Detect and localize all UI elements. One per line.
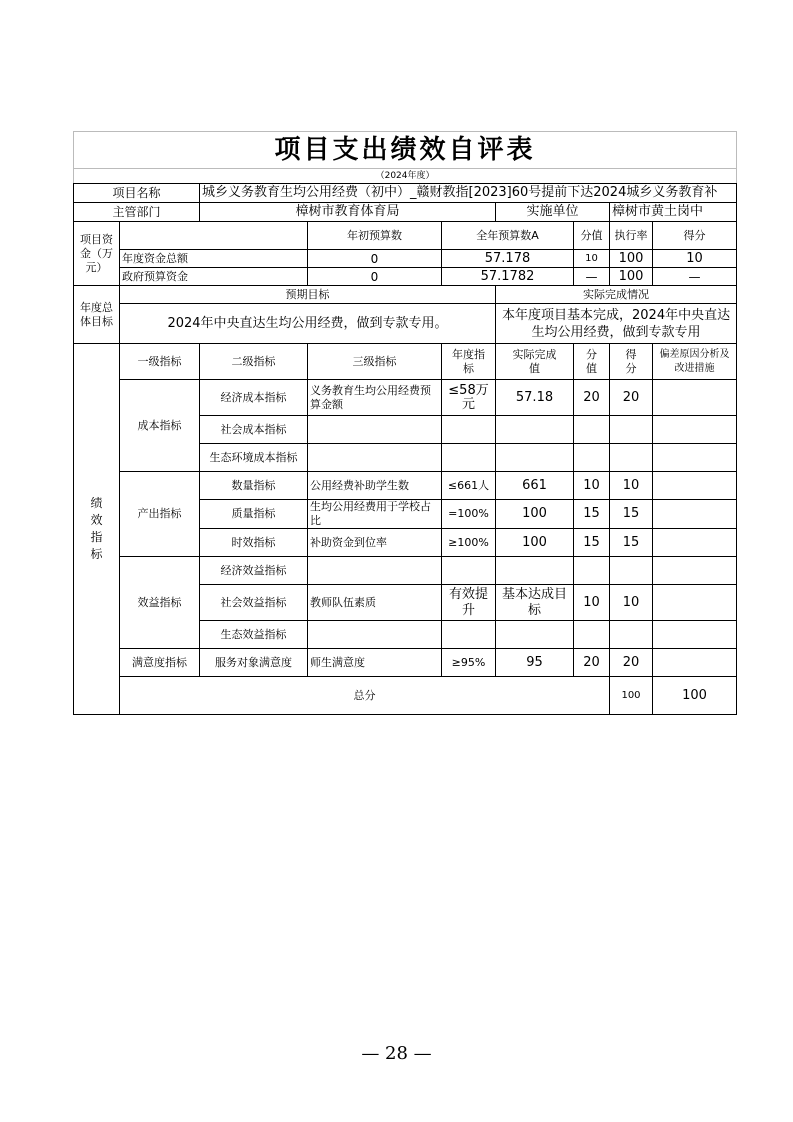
cost-eco-deviation xyxy=(653,444,737,472)
funds-row-gov-score: — xyxy=(653,268,737,286)
cost-economic-deviation xyxy=(653,380,737,416)
goal-expected-header: 预期目标 xyxy=(120,286,496,304)
output-quantity-score-value: 10 xyxy=(574,472,610,500)
cost-eco-label: 生态环境成本指标 xyxy=(200,444,308,472)
satisfaction-actual: 95 xyxy=(496,649,574,677)
output-quantity-actual: 661 xyxy=(496,472,574,500)
funds-row-total-score: 10 xyxy=(653,250,737,268)
benefit-economic-score-value xyxy=(574,557,610,585)
satisfaction-score: 20 xyxy=(610,649,653,677)
benefit-social-score: 10 xyxy=(610,585,653,621)
benefit-eco-level3 xyxy=(308,621,442,649)
funds-header-score: 得分 xyxy=(653,222,737,250)
output-quantity-score: 10 xyxy=(610,472,653,500)
benefit-social-actual: 基本达成目标 xyxy=(496,585,574,621)
funds-header-score-value: 分值 xyxy=(574,222,610,250)
output-quality-label: 质量指标 xyxy=(200,500,308,529)
funds-header-full-year: 全年预算数A xyxy=(442,222,574,250)
goal-actual-header: 实际完成情况 xyxy=(496,286,737,304)
output-timeliness-annual: ≥100% xyxy=(442,529,496,557)
output-quality-annual: =100% xyxy=(442,500,496,529)
total-label: 总分 xyxy=(120,677,610,715)
funds-row-gov-label: 政府预算资金 xyxy=(120,268,308,286)
funds-header-exec-rate: 执行率 xyxy=(610,222,653,250)
funds-row-gov-exec-rate: 100 xyxy=(610,268,653,286)
cost-eco-score xyxy=(610,444,653,472)
header-score-value: 分值 xyxy=(574,344,610,380)
output-timeliness-actual: 100 xyxy=(496,529,574,557)
benefit-economic-annual xyxy=(442,557,496,585)
benefit-social-annual: 有效提升 xyxy=(442,585,496,621)
header-level3: 三级指标 xyxy=(308,344,442,380)
header-level2: 二级指标 xyxy=(200,344,308,380)
project-name-label: 项目名称 xyxy=(74,184,200,203)
goal-label: 年度总体目标 xyxy=(74,286,120,344)
cost-eco-actual xyxy=(496,444,574,472)
benefit-indicator-label: 效益指标 xyxy=(120,557,200,649)
satisfaction-score-value: 20 xyxy=(574,649,610,677)
cost-economic-level3: 义务教育生均公用经费预算金额 xyxy=(308,380,442,416)
cost-social-level3 xyxy=(308,416,442,444)
output-quantity-label: 数量指标 xyxy=(200,472,308,500)
satisfaction-deviation xyxy=(653,649,737,677)
benefit-social-deviation xyxy=(653,585,737,621)
benefit-eco-label: 生态效益指标 xyxy=(200,621,308,649)
cost-economic-annual: ≤58万元 xyxy=(442,380,496,416)
funds-row-total-full-year: 57.178 xyxy=(442,250,574,268)
header-actual: 实际完成值 xyxy=(496,344,574,380)
header-level1: 一级指标 xyxy=(120,344,200,380)
benefit-social-score-value: 10 xyxy=(574,585,610,621)
cost-eco-annual xyxy=(442,444,496,472)
funds-row-gov-score-value: — xyxy=(574,268,610,286)
cost-economic-actual: 57.18 xyxy=(496,380,574,416)
output-indicator-label: 产出指标 xyxy=(120,472,200,557)
cost-social-score xyxy=(610,416,653,444)
satisfaction-level3: 师生满意度 xyxy=(308,649,442,677)
goal-expected-text: 2024年中央直达生均公用经费，做到专款专用。 xyxy=(120,304,496,344)
cost-economic-score-value: 20 xyxy=(574,380,610,416)
total-score: 100 xyxy=(653,677,737,715)
cost-social-actual xyxy=(496,416,574,444)
output-quantity-annual: ≤661人 xyxy=(442,472,496,500)
year-note: （2024年度） xyxy=(74,169,737,184)
benefit-eco-actual xyxy=(496,621,574,649)
benefit-economic-level3 xyxy=(308,557,442,585)
output-quality-actual: 100 xyxy=(496,500,574,529)
cost-economic-score: 20 xyxy=(610,380,653,416)
performance-evaluation-sheet xyxy=(73,131,736,715)
output-timeliness-label: 时效指标 xyxy=(200,529,308,557)
benefit-eco-annual xyxy=(442,621,496,649)
benefit-eco-score xyxy=(610,621,653,649)
output-timeliness-score: 15 xyxy=(610,529,653,557)
output-quality-score-value: 15 xyxy=(574,500,610,529)
output-timeliness-level3: 补助资金到位率 xyxy=(308,529,442,557)
funds-row-total-initial: 0 xyxy=(308,250,442,268)
satisfaction-indicator-label: 满意度指标 xyxy=(120,649,200,677)
funds-blank-header xyxy=(120,222,308,250)
benefit-social-level3: 教师队伍素质 xyxy=(308,585,442,621)
funds-row-total-score-value: 10 xyxy=(574,250,610,268)
cost-social-label: 社会成本指标 xyxy=(200,416,308,444)
satisfaction-level2: 服务对象满意度 xyxy=(200,649,308,677)
header-score: 得分 xyxy=(610,344,653,380)
cost-social-annual xyxy=(442,416,496,444)
impl-unit-label: 实施单位 xyxy=(496,203,610,222)
output-quality-deviation xyxy=(653,500,737,529)
impl-unit-value: 樟树市黄土岗中 xyxy=(610,203,737,222)
output-timeliness-score-value: 15 xyxy=(574,529,610,557)
funds-header-initial: 年初预算数 xyxy=(308,222,442,250)
cost-social-score-value xyxy=(574,416,610,444)
benefit-social-label: 社会效益指标 xyxy=(200,585,308,621)
funds-row-total-exec-rate: 100 xyxy=(610,250,653,268)
total-score-value: 100 xyxy=(610,677,653,715)
benefit-economic-deviation xyxy=(653,557,737,585)
header-deviation: 偏差原因分析及改进措施 xyxy=(653,344,737,380)
output-quality-level3: 生均公用经费用于学校占比 xyxy=(308,500,442,529)
benefit-economic-score xyxy=(610,557,653,585)
table-title: 项目支出绩效自评表 xyxy=(74,132,737,169)
funds-row-gov-full-year: 57.1782 xyxy=(442,268,574,286)
header-annual: 年度指标 xyxy=(442,344,496,380)
indicators-section-text: 绩效指标 xyxy=(90,496,103,561)
cost-eco-level3 xyxy=(308,444,442,472)
dept-label: 主管部门 xyxy=(74,203,200,222)
funds-row-total-label: 年度资金总额 xyxy=(120,250,308,268)
benefit-economic-label: 经济效益指标 xyxy=(200,557,308,585)
benefit-economic-actual xyxy=(496,557,574,585)
output-quantity-level3: 公用经费补助学生数 xyxy=(308,472,442,500)
output-quality-score: 15 xyxy=(610,500,653,529)
output-quantity-deviation xyxy=(653,472,737,500)
cost-economic-label: 经济成本指标 xyxy=(200,380,308,416)
indicators-section-label xyxy=(74,344,120,715)
satisfaction-annual: ≥95% xyxy=(442,649,496,677)
benefit-eco-deviation xyxy=(653,621,737,649)
benefit-eco-score-value xyxy=(574,621,610,649)
page-number: — 28 — xyxy=(361,1043,432,1064)
cost-eco-score-value xyxy=(574,444,610,472)
evaluation-table xyxy=(73,131,737,715)
cost-social-deviation xyxy=(653,416,737,444)
cost-indicator-label: 成本指标 xyxy=(120,380,200,472)
goal-actual-text: 本年度项目基本完成，2024年中央直达生均公用经费，做到专款专用 xyxy=(496,304,737,344)
funds-row-gov-initial: 0 xyxy=(308,268,442,286)
project-name-value: 城乡义务教育生均公用经费（初中）_赣财教指[2023]60号提前下达2024城乡义务教育补 xyxy=(200,184,737,203)
dept-value: 樟树市教育体育局 xyxy=(200,203,496,222)
output-timeliness-deviation xyxy=(653,529,737,557)
funds-label: 项目资金（万元） xyxy=(74,222,120,286)
